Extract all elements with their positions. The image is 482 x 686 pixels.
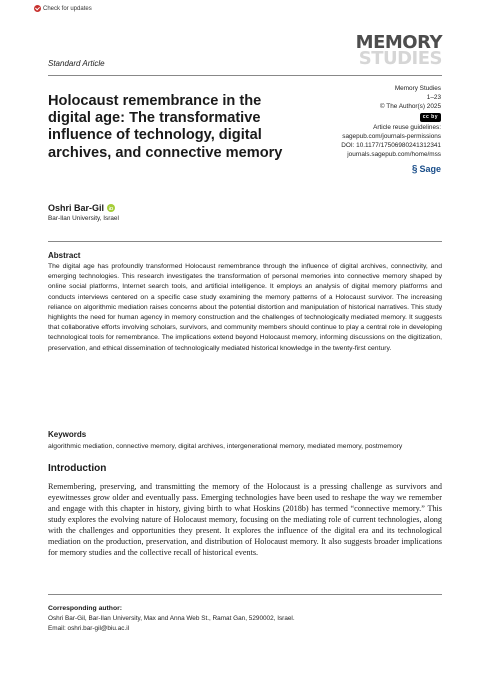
check-for-updates-link[interactable]	[34, 5, 92, 12]
abstract-text: The digital age has profoundly transformed Holocaust remembrance through the influence of digital archives, connectivity, and emerging technologies. This research investigates the transformation of personal memories into connective memory shaped by online social platforms, Internet search tools, and artificial intelligence. It employs an analysis of digital memory platforms and conducts interviews centered on a specific case study examining the memory patterns of a Holocaust survivor. The increasing reliance on algorithmic mediation raises concerns about the potential distortion and manipulation of historical narratives. This study highlights the need for human agency in memory construction and the challenges of technologically mediated memory. It suggests that collaborative efforts involving scholars, survivors, and community members should continue to play a central role in developing technological tools for remembrance. The implications extend beyond Holocaust memory, informing discussions on the digitization, preservation, and ethical dissemination of technologically mediated historical knowledge in the twenty-first century.	[48, 263, 442, 352]
sage-icon: §	[411, 163, 418, 175]
journal-logo-line2: STUDIES	[358, 48, 442, 70]
corresponding-author-email[interactable]: Email: oshri.bar-gil@biu.ac.il	[48, 625, 130, 632]
journal-logo-line1: MEMORY	[355, 32, 442, 53]
doi[interactable]: DOI: 10.1177/17506980241312341	[341, 142, 441, 150]
cc-license-badge[interactable]: cc by	[420, 113, 441, 122]
journal-logo	[334, 32, 442, 70]
divider	[48, 241, 442, 242]
keywords-heading: Keywords	[48, 430, 87, 439]
introduction-heading: Introduction	[48, 463, 107, 474]
journal-url[interactable]: journals.sagepub.com/home/mss	[347, 150, 441, 158]
orcid-icon[interactable]: iD	[108, 205, 114, 211]
corresponding-author-address: Oshri Bar-Gil, Bar-Ilan University, Max and Anna Web St., Ramat Gan, 5290002, Israel.	[48, 615, 295, 622]
keywords-text: algorithmic mediation, connective memory, digital archives, intergenerational memory, mediated memory, postmemory	[48, 443, 403, 450]
introduction-text: Remembering, preserving, and transmitting the memory of the Holocaust is a pressing challenge as survivors and eyewitnesses grow older and eventually pass. Emerging technologies have been used to reshape the way we remember and engage with this chapter in history, giving birth to what Hoskins (2018b) has termed “connective memory.” This study explores the evolving nature of Holocaust memory, focusing on the mediating role of current technologies, along with the challenges and opportunities they present. It explores the influence of the digital era and its technological mediation on the production, preservation, and distribution of Holocaust memory. It also suggests broader implications for memory studies and the collective recall of historical events.	[48, 482, 442, 558]
abstract-heading: Abstract	[48, 251, 81, 260]
divider	[48, 75, 442, 76]
copyright: © The Author(s) 2025	[379, 102, 441, 110]
corresponding-author-heading: Corresponding author:	[48, 605, 123, 612]
publisher-name: Sage	[419, 164, 441, 175]
publisher-logo	[412, 163, 441, 177]
author	[48, 203, 115, 213]
reuse-guidelines-label: Article reuse guidelines:	[373, 124, 441, 132]
article-title: Holocaust remembrance in the digital age: The transformative influence of technology, digital archives, and connective memory	[48, 93, 283, 161]
journal-name: Memory Studies	[394, 85, 441, 92]
article-type: Standard Article	[48, 59, 105, 68]
author-name: Oshri Bar-Gil	[48, 203, 105, 213]
footnote-divider	[48, 594, 442, 595]
page-range: 1–23	[426, 93, 441, 101]
author-affiliation: Bar-Ilan University, Israel	[48, 215, 119, 222]
check-updates-label: Check for updates	[43, 5, 92, 12]
check-updates-icon	[34, 5, 41, 12]
article-metadata	[300, 85, 441, 176]
permissions-link[interactable]: sagepub.com/journals-permissions	[342, 133, 441, 141]
